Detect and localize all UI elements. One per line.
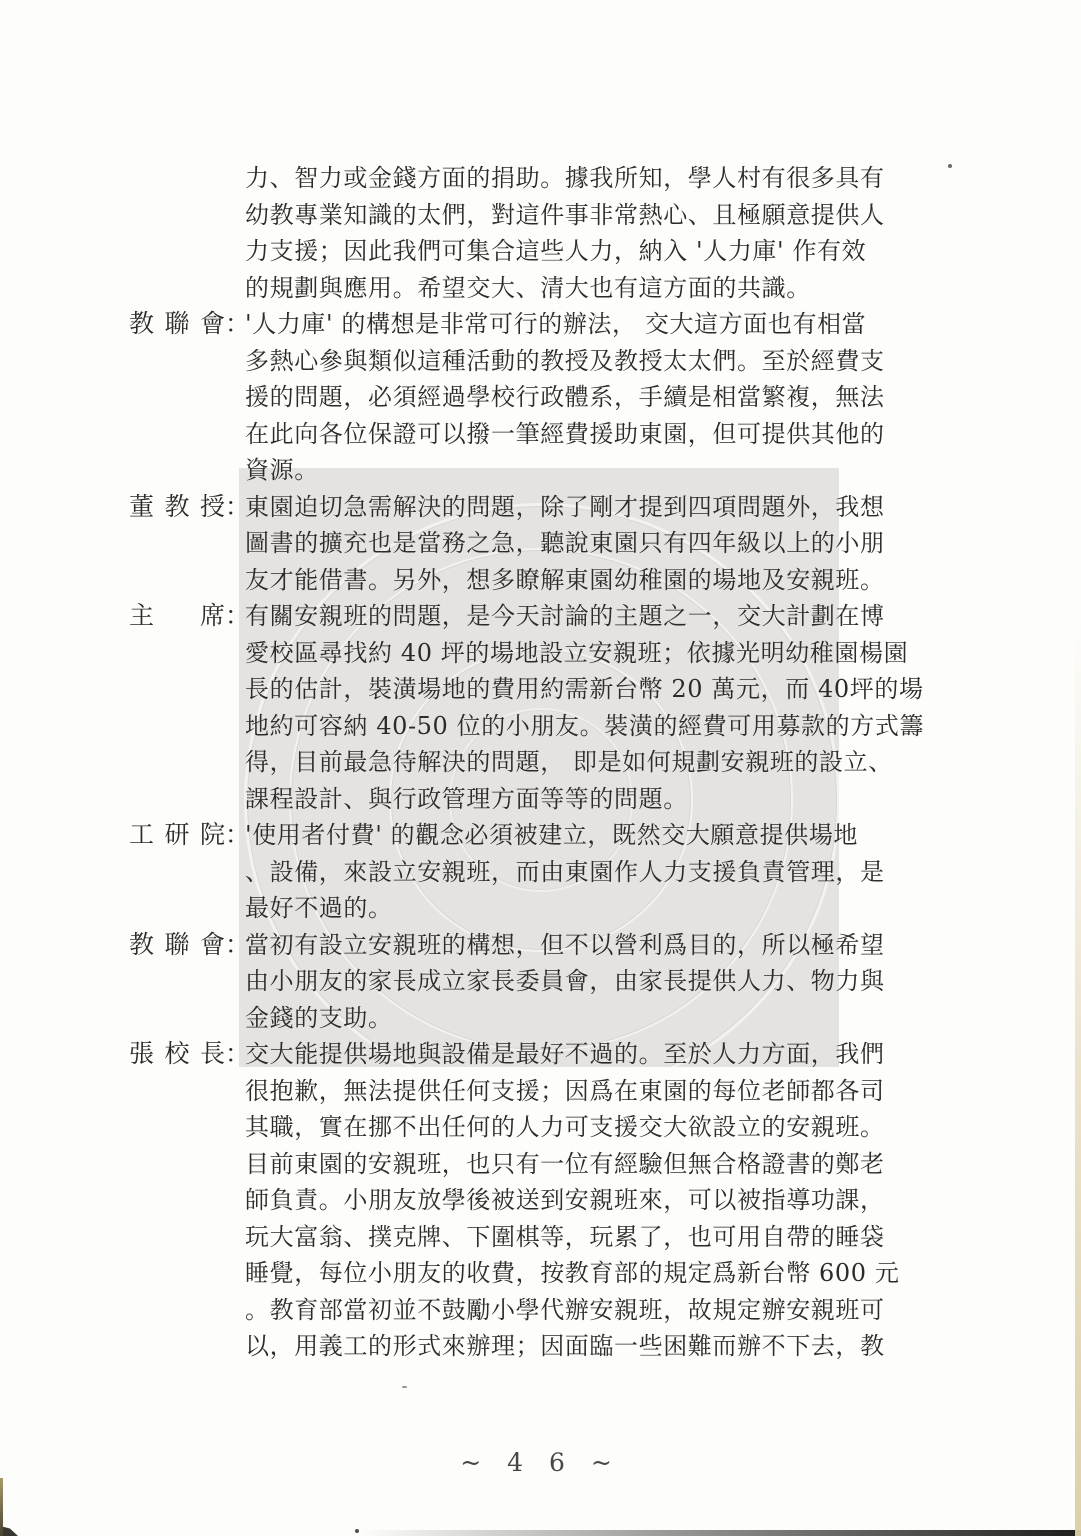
- speech-block: [129, 306, 925, 489]
- text-line: 東園迫切急需解決的問題，除了剛才提到四項問題外，我想: [245, 492, 885, 521]
- text-line: 、設備，來設立安親班，而由東園作人力支援負責管理，是: [245, 857, 885, 886]
- page-number: ~ 4 6 ~: [460, 1448, 621, 1477]
- text-line: 以，用義工的形式來辦理；因面臨一些困難而辦不下去，教: [245, 1332, 885, 1360]
- speaker-label: [129, 817, 251, 854]
- text-line: 有關安親班的問題，是今天討論的主題之一，交大計劃在博: [245, 602, 885, 630]
- text-line: 金錢的支助。: [245, 1003, 393, 1032]
- speaker-name: 張校長: [129, 1039, 225, 1068]
- speech-block: [129, 489, 925, 599]
- text-line: 愛校區尋找約 40 坪的場地設立安親班；依據光明幼稚園楊園: [245, 638, 909, 667]
- speech-block: [129, 598, 925, 817]
- scan-artifact: [1075, 0, 1081, 1536]
- text-line: 力、智力或金錢方面的捐助。據我所知，學人村有很多具有: [245, 164, 885, 192]
- text-line: 在此向各位保證可以撥一筆經費援助東園，但可提供其他的: [245, 419, 885, 448]
- text-line: 師負責。小朋友放學後被送到安親班來，可以被指導功課，: [245, 1186, 885, 1214]
- text-line: 得，目前最急待解決的問題， 即是如何規劃安親班的設立、: [245, 748, 893, 776]
- text-line: 友才能借書。另外，想多瞭解東園幼稚園的場地及安親班。: [245, 565, 885, 594]
- text-line: '人力庫' 的構想是非常可行的辦法， 交大這方面也有相當: [245, 310, 867, 338]
- text-line: 玩大富翁、撲克牌、下圍棋等，玩累了，也可用自帶的睡袋: [245, 1222, 885, 1251]
- speaker-name: 工研院: [129, 820, 225, 849]
- text-line: 睡覺，每位小朋友的收費，按教育部的規定爲新台幣 600 元: [245, 1259, 900, 1287]
- text-line: 最好不過的。: [245, 894, 393, 922]
- text-line: 交大能提供場地與設備是最好不過的。至於人力方面，我們: [245, 1040, 885, 1068]
- text-line: '使用者付費' 的觀念必須被建立，既然交大願意提供場地: [245, 821, 859, 849]
- text-line: 地約可容納 40-50 位的小朋友。裝潢的經費可用募款的方式籌: [245, 711, 925, 740]
- speaker-label: [129, 598, 251, 635]
- speaker-label: [129, 1036, 251, 1073]
- speaker-colon: ：: [225, 601, 251, 630]
- speaker-colon: ：: [225, 1039, 251, 1068]
- speaker-label: [129, 927, 251, 964]
- text-line: 援的問題，必須經過學校行政體系，手續是相當繁複，無法: [245, 383, 885, 411]
- text-line: 。教育部當初並不鼓勵小學代辦安親班，故規定辦安親班可: [245, 1295, 885, 1324]
- text-line: 很抱歉，無法提供任何支援；因爲在東園的每位老師都各司: [245, 1076, 885, 1105]
- speaker-colon: ：: [225, 491, 251, 521]
- text-line: 幼教專業知識的太們，對這件事非常熱心、且極願意提供人: [245, 200, 885, 229]
- scan-artifact: [355, 1529, 359, 1533]
- speech-block: [129, 817, 925, 927]
- speaker-name: 教聯會: [129, 929, 225, 959]
- speaker-colon: ：: [225, 820, 251, 849]
- speaker-name: 主席: [129, 601, 225, 630]
- scan-artifact: [360, 1530, 1081, 1536]
- text-line: 長的估計，裝潢場地的費用約需新台幣 20 萬元，而 40坪的場: [245, 675, 924, 703]
- speech-block: [129, 1036, 925, 1365]
- speaker-label: [129, 306, 251, 343]
- text-line: 目前東園的安親班，也只有一位有經驗但無合格證書的鄭老: [245, 1149, 885, 1178]
- text-line: 多熱心參與類似這種活動的教授及教授太太們。至於經費支: [245, 346, 885, 375]
- text-line: 圖書的擴充也是當務之急，聽說東園只有四年級以上的小朋: [245, 529, 885, 557]
- speaker-name: 教聯會: [129, 309, 225, 338]
- speaker-colon: ：: [225, 309, 251, 338]
- text-line: 課程設計、與行政管理方面等等的問題。: [245, 784, 688, 813]
- text-line: 的規劃與應用。希望交大、清大也有這方面的共識。: [245, 273, 811, 302]
- scan-artifact: [948, 164, 952, 168]
- speaker-label: [129, 489, 251, 526]
- text-line: 由小朋友的家長成立家長委員會，由家長提供人力、物力與: [245, 967, 885, 995]
- speaker-colon: ：: [225, 929, 251, 959]
- scan-artifact: [0, 1478, 3, 1536]
- text-line: 力支援；因此我們可集合這些人力，納入 '人力庫' 作有效: [245, 237, 867, 265]
- scan-artifact: [402, 1386, 407, 1388]
- speech-block-continuation: [245, 160, 925, 306]
- document-body: [129, 160, 925, 1365]
- text-line: 資源。: [245, 456, 319, 484]
- text-line: 當初有設立安親班的構想，但不以營利爲目的，所以極希望: [245, 930, 885, 959]
- text-line: 其職，實在挪不出任何的人力可支援交大欲設立的安親班。: [245, 1113, 885, 1141]
- speaker-name: 董教授: [129, 491, 225, 521]
- speech-block: [129, 927, 925, 1037]
